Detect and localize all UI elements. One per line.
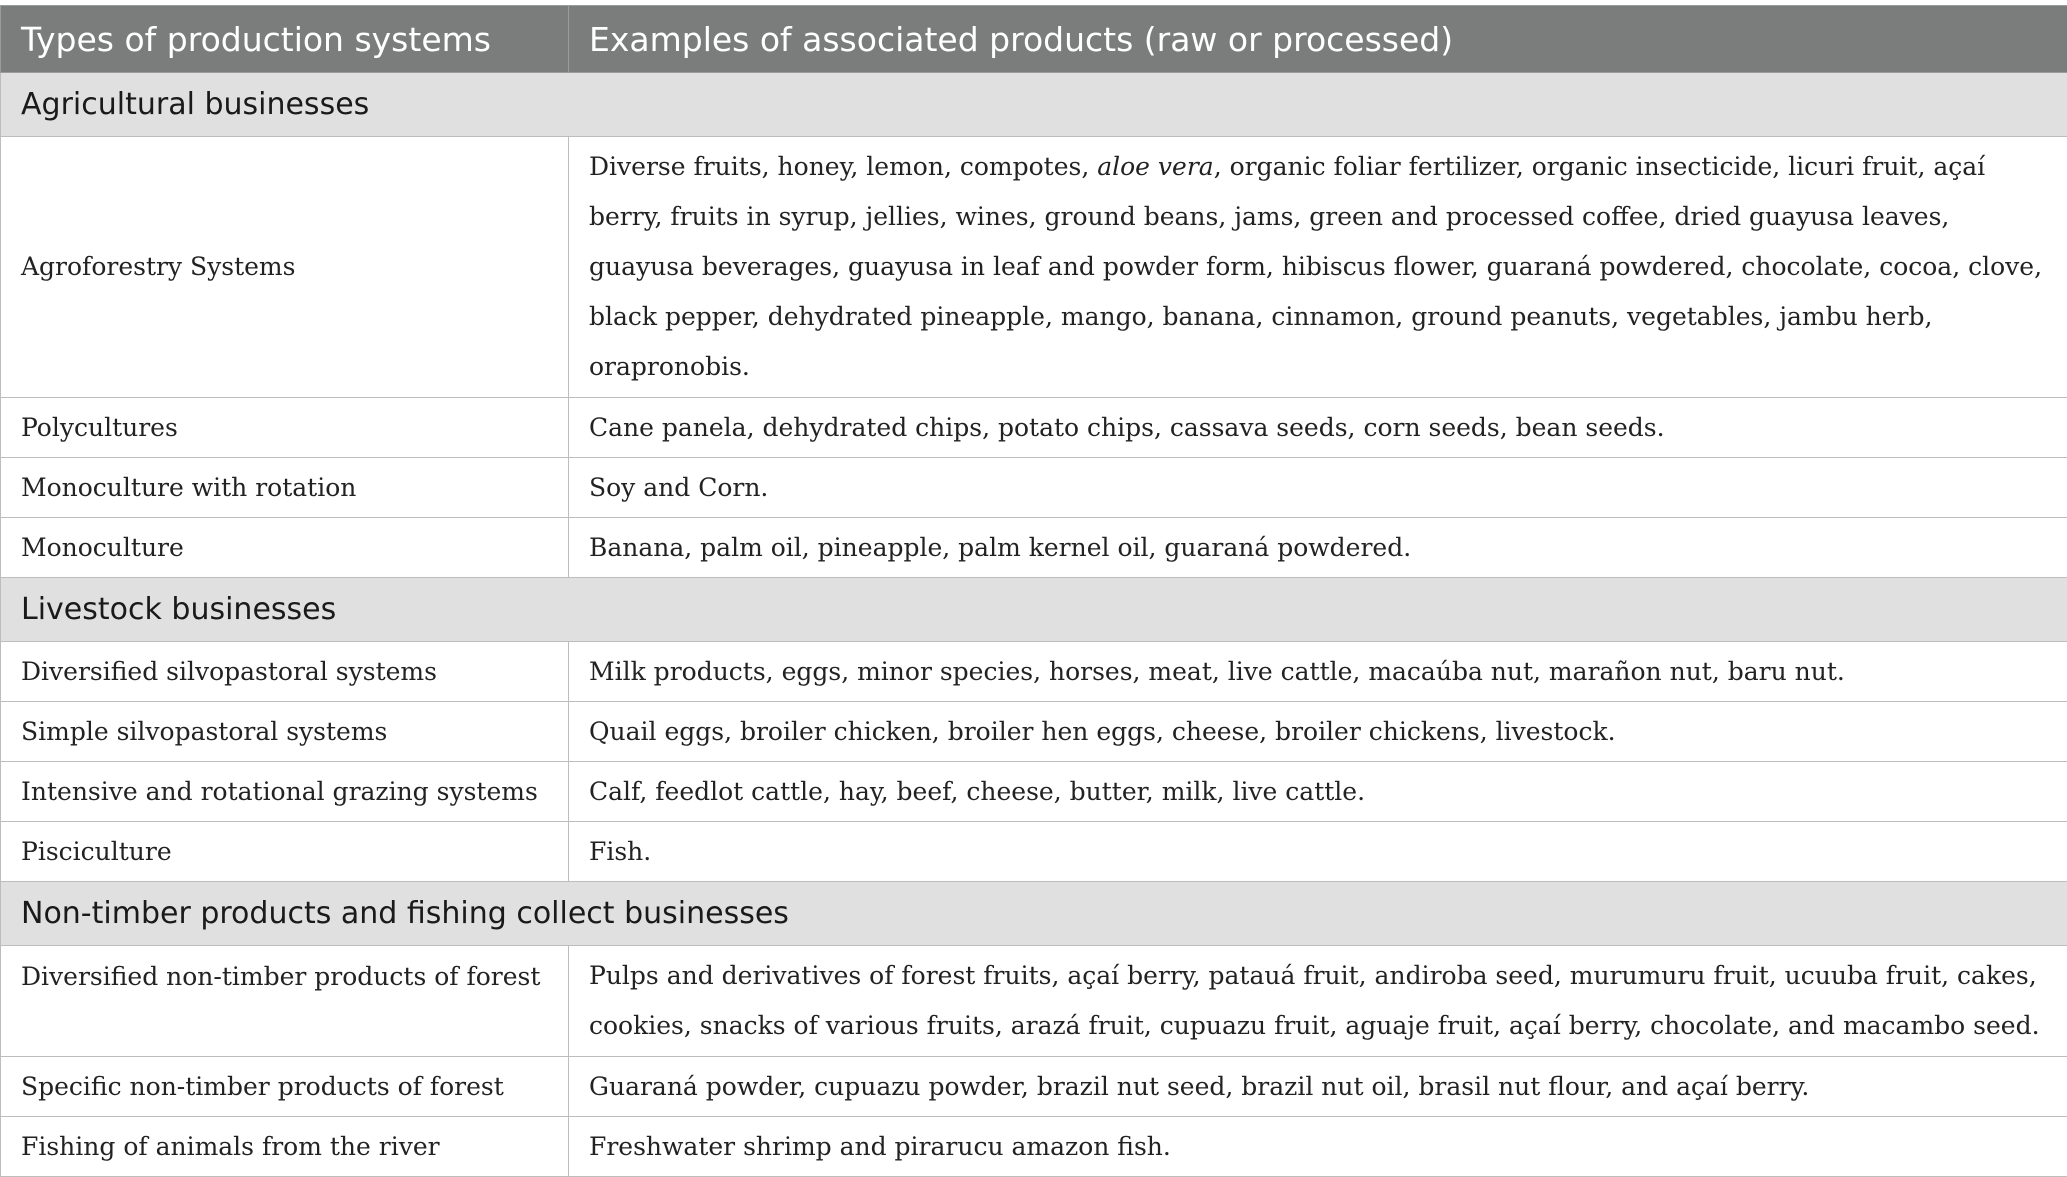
- header-associated-products: Examples of associated products (raw or processed): [569, 6, 2067, 73]
- system-cell: Simple silvopastoral systems: [1, 702, 569, 762]
- section-row-non-timber: [1, 882, 2067, 946]
- products-text: , organic foliar fertilizer, organic insecticide, licuri fruit, açaí berry, fruits in syrup, jellies, wines, ground beans, jams, green and processed coffee, dried guayusa leaves, guayusa beverages, guayusa in leaf and powder form, hibiscus flower, guaraná powdered, chocolate, cocoa, clove, black pepper, dehydrated pineapple, mango, banana, cinnamon, ground peanuts, vegetables, jambu herb, orapronobis.: [589, 152, 2042, 381]
- products-cell: Calf, feedlot cattle, hay, beef, cheese, butter, milk, live cattle.: [569, 762, 2067, 822]
- system-cell: Pisciculture: [1, 822, 569, 882]
- production-systems-table-wrapper: [0, 5, 2067, 1177]
- header-row: [1, 6, 2067, 73]
- system-cell: Specific non-timber products of forest: [1, 1057, 569, 1117]
- table-row: [1, 1057, 2067, 1117]
- products-cell: Cane panela, dehydrated chips, potato chips, cassava seeds, corn seeds, bean seeds.: [569, 398, 2067, 458]
- table-row: [1, 946, 2067, 1057]
- section-row-agricultural: [1, 73, 2067, 137]
- table-row: [1, 137, 2067, 398]
- table-row: [1, 702, 2067, 762]
- system-cell: Monoculture with rotation: [1, 458, 569, 518]
- products-cell: Milk products, eggs, minor species, horses, meat, live cattle, macaúba nut, marañon nut, baru nut.: [569, 642, 2067, 702]
- system-cell: Intensive and rotational grazing systems: [1, 762, 569, 822]
- system-cell: Diversified silvopastoral systems: [1, 642, 569, 702]
- products-cell: Freshwater shrimp and pirarucu amazon fish.: [569, 1117, 2067, 1177]
- products-cell: [569, 137, 2067, 398]
- section-row-livestock: [1, 578, 2067, 642]
- table-header: [1, 6, 2067, 73]
- system-cell: Polycultures: [1, 398, 569, 458]
- system-cell: Monoculture: [1, 518, 569, 578]
- table-row: [1, 458, 2067, 518]
- production-systems-table: [0, 5, 2067, 1177]
- table-row: [1, 1117, 2067, 1177]
- system-cell: Diversified non-timber products of forest: [1, 946, 569, 1057]
- system-cell: Fishing of animals from the river: [1, 1117, 569, 1177]
- table-body: [1, 73, 2067, 1177]
- products-text: Diverse fruits, honey, lemon, compotes,: [589, 152, 1097, 181]
- header-production-systems: Types of production systems: [1, 6, 569, 73]
- products-italic-text: aloe vera: [1097, 152, 1213, 181]
- section-title: Non-timber products and fishing collect businesses: [1, 882, 2067, 946]
- system-cell: Agroforestry Systems: [1, 137, 569, 398]
- products-cell: Soy and Corn.: [569, 458, 2067, 518]
- products-cell: Pulps and derivatives of forest fruits, açaí berry, patauá fruit, andiroba seed, murumuru fruit, ucuuba fruit, cakes, cookies, snacks of various fruits, arazá fruit, cupuazu fruit, aguaje fruit, açaí berry, chocolate, and macambo seed.: [569, 946, 2067, 1057]
- table-row: [1, 762, 2067, 822]
- products-cell: Guaraná powder, cupuazu powder, brazil nut seed, brazil nut oil, brasil nut flour, and açaí berry.: [569, 1057, 2067, 1117]
- products-cell: Quail eggs, broiler chicken, broiler hen eggs, cheese, broiler chickens, livestock.: [569, 702, 2067, 762]
- products-cell: Fish.: [569, 822, 2067, 882]
- table-row: [1, 398, 2067, 458]
- table-row: [1, 518, 2067, 578]
- table-row: [1, 642, 2067, 702]
- products-cell: Banana, palm oil, pineapple, palm kernel oil, guaraná powdered.: [569, 518, 2067, 578]
- section-title: Livestock businesses: [1, 578, 2067, 642]
- table-row: [1, 822, 2067, 882]
- section-title: Agricultural businesses: [1, 73, 2067, 137]
